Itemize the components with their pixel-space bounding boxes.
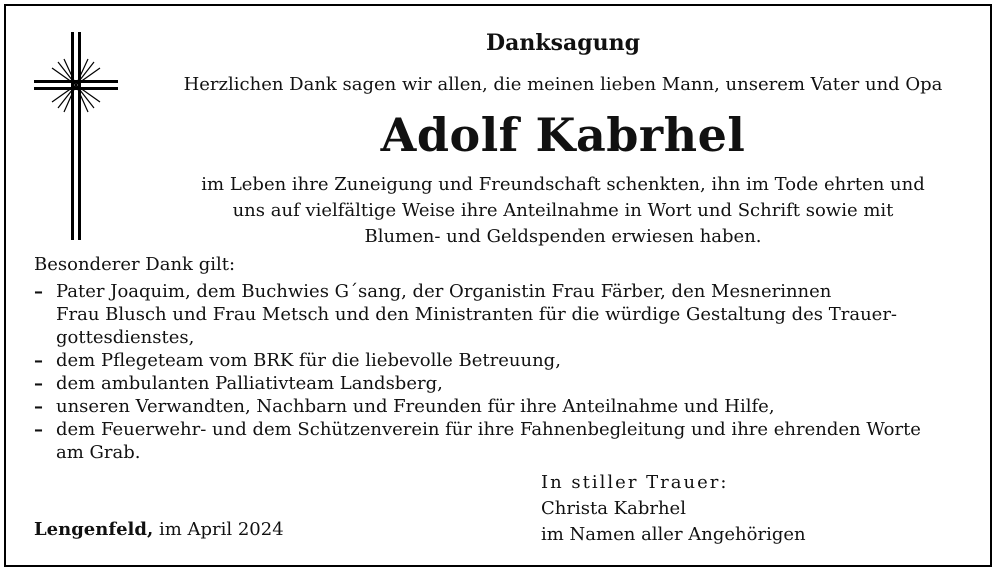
place-date	[34, 519, 284, 540]
body-line: im Leben ihre Zuneigung und Freundschaft schenkten, ihn im Tode ehrten und	[201, 174, 925, 195]
body-line: Blumen- und Geldspenden erwiesen haben.	[364, 226, 762, 247]
list-item	[34, 418, 974, 464]
body-line: uns auf vielfältige Weise ihre Anteilnahme in Wort und Schrift sowie mit	[232, 200, 894, 221]
closing-block	[541, 470, 806, 548]
dash-bullet: –	[34, 281, 43, 302]
list-item-line: Frau Blusch und Frau Metsch und den Ministranten für die würdige Gestaltung des Trauer-	[56, 304, 897, 325]
dash-bullet: –	[34, 373, 43, 394]
cross-icon	[34, 32, 118, 240]
thanks-list	[34, 280, 974, 464]
list-item-line: unseren Verwandten, Nachbarn und Freunden für ihre Anteilnahme und Hilfe,	[56, 396, 775, 417]
list-item-line: dem Pflegeteam vom BRK für die liebevolle Betreuung,	[56, 350, 561, 371]
list-item-line: dem Feuerwehr- und dem Schützenverein für ihre Fahnenbegleitung und ihre ehrenden Worte	[56, 419, 921, 440]
list-item	[34, 395, 974, 418]
dash-bullet: –	[34, 396, 43, 417]
date-text: im April 2024	[153, 519, 284, 540]
list-item-line: Pater Joaquim, dem Buchwies G´sang, der Organistin Frau Färber, den Mesnerinnen	[56, 281, 832, 302]
dash-bullet: –	[34, 419, 43, 440]
list-item	[34, 280, 974, 349]
list-item-line: dem ambulanten Palliativteam Landsberg,	[56, 373, 443, 394]
signer-name: Christa Kabrhel	[541, 498, 686, 519]
dash-bullet: –	[34, 350, 43, 371]
list-item-line: gottesdienstes,	[56, 327, 195, 348]
place-town: Lengenfeld,	[34, 519, 154, 540]
notice-title: Danksagung	[486, 30, 640, 56]
deceased-name: Adolf Kabrhel	[380, 108, 746, 162]
body-paragraph	[160, 172, 966, 250]
list-item	[34, 372, 974, 395]
family-line: im Namen aller Angehörigen	[541, 524, 806, 545]
special-thanks-heading: Besonderer Dank gilt:	[34, 254, 236, 275]
intro-text: Herzlichen Dank sagen wir allen, die meinen lieben Mann, unserem Vater und Opa	[183, 74, 943, 95]
list-item-line: am Grab.	[56, 442, 141, 463]
list-item	[34, 349, 974, 372]
mourning-line: In stiller Trauer:	[541, 472, 729, 493]
